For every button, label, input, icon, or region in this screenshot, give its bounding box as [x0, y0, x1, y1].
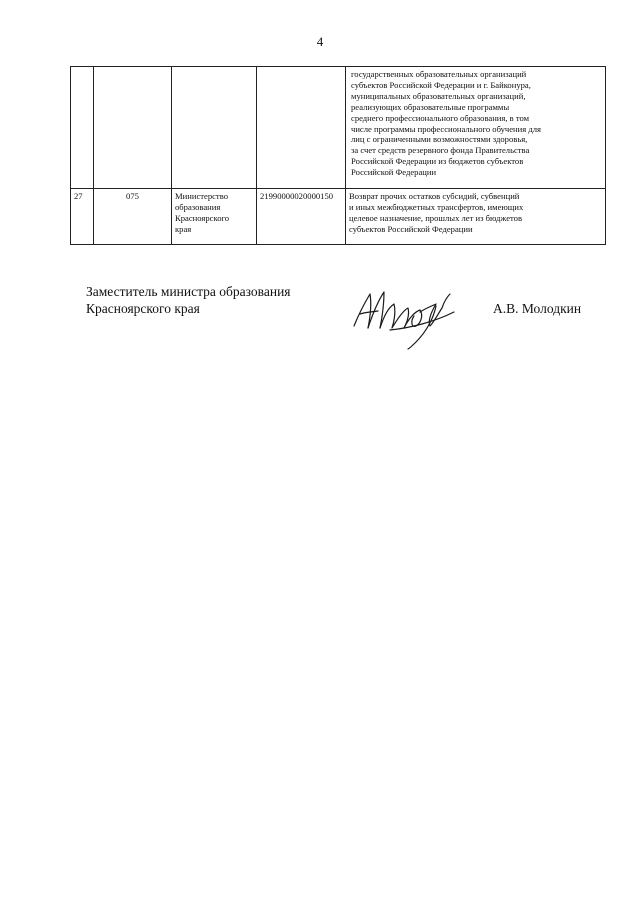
signatory-position: [86, 283, 291, 317]
description-line: Российской Федерации из бюджетов субъектов: [351, 156, 524, 167]
description-line: среднего профессионального образования, в том: [351, 112, 530, 123]
table-row: [71, 189, 606, 245]
ministry-line: образования: [175, 201, 221, 212]
row-number-cell: 27: [71, 189, 94, 245]
kbk-cell: 21990000020000150: [257, 189, 346, 245]
description-line: субъектов Российской Федерации: [349, 223, 473, 234]
description-line: целевое назначение, прошлых лет из бюджетов: [349, 212, 523, 223]
description-line: реализующих образовательные программы: [351, 101, 510, 112]
ministry-cell: [172, 189, 257, 245]
description-line: Российской Федерации: [351, 167, 437, 178]
description-line: государственных образовательных организаций: [351, 69, 527, 79]
description-line: субъектов Российской Федерации и г. Байконура,: [351, 79, 531, 90]
ministry-line: Министерство: [175, 191, 228, 201]
signatory-name: А.В. Молодкин: [493, 301, 582, 316]
budget-table: [70, 66, 606, 245]
description-line: муниципальных образовательных организаций,: [351, 90, 526, 101]
ministry-line: Красноярского: [175, 212, 230, 223]
admin-code-cell: [94, 67, 172, 189]
page-number: 4: [316, 34, 324, 49]
handwritten-signature: [350, 282, 460, 350]
description-line: лиц с ограниченными возможностями здоровья,: [351, 134, 528, 145]
ministry-line: края: [175, 223, 192, 234]
description-cell: [346, 67, 606, 189]
kbk-cell: [257, 67, 346, 189]
signatory-position-line: Красноярского края: [86, 301, 200, 316]
ministry-cell: [172, 67, 257, 189]
row-number-cell: [71, 67, 94, 189]
table-row: [71, 67, 606, 189]
description-line: за счет средств резервного фонда Правительства: [351, 145, 530, 156]
description-line: Возврат прочих остатков субсидий, субвенций: [349, 191, 520, 201]
signatory-position-line: Заместитель министра образования: [86, 284, 291, 299]
description-line: числе программы профессионального обучения для: [351, 123, 541, 134]
admin-code-cell: 075: [94, 189, 172, 245]
description-cell: [346, 189, 606, 245]
description-line: и иных межбюджетных трансфертов, имеющих: [349, 201, 524, 212]
